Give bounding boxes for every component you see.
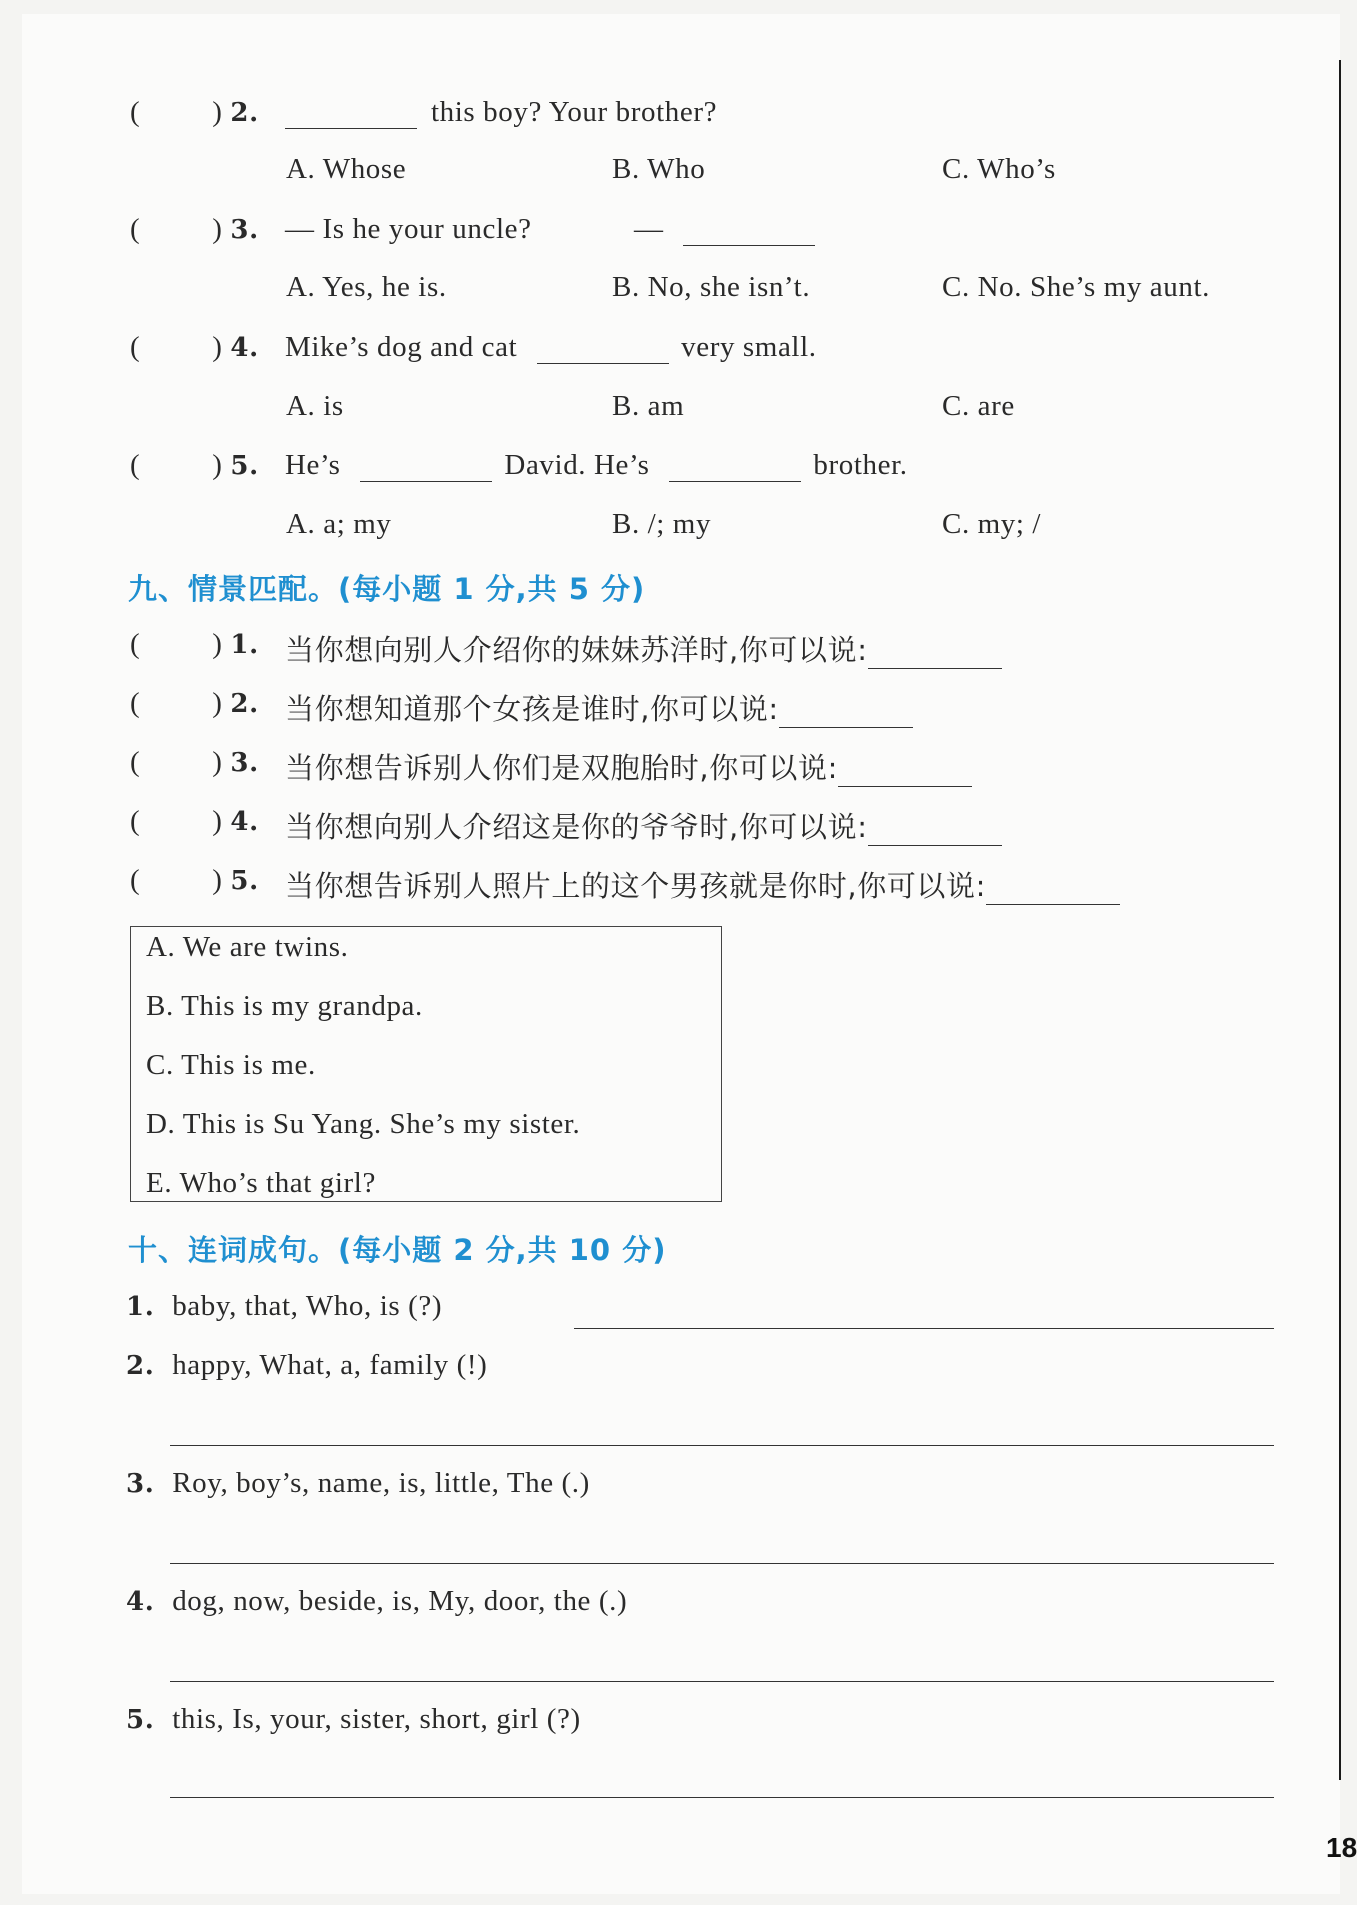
match-item: [130, 864, 259, 897]
item-number: 3.: [230, 748, 259, 778]
word-list: Roy, boy’s, name, is, little, The (.): [172, 1467, 590, 1499]
item-prompt: 当你想向别人介绍你的妹妹苏洋时,你可以说:: [285, 633, 868, 667]
match-item: [130, 805, 259, 838]
answer-blank[interactable]: [683, 244, 815, 246]
answer-blank[interactable]: [537, 362, 669, 364]
answer-blank[interactable]: [838, 785, 972, 787]
match-item-text: [285, 864, 1120, 905]
item-number: 1.: [230, 630, 259, 660]
match-option-e: E. Who’s that girl?: [146, 1167, 376, 1199]
answer-paren-right: ): [212, 331, 223, 363]
answer-paren-right: ): [212, 805, 223, 837]
question-number: 4.: [230, 333, 259, 363]
match-item-text: [285, 805, 1002, 846]
sentence-item: [126, 1703, 581, 1736]
answer-paren-left: (: [130, 213, 141, 245]
question-text: He’s: [285, 449, 341, 481]
match-option-c: C. This is me.: [146, 1049, 316, 1081]
answer-blank[interactable]: [986, 903, 1120, 905]
item-number: 4.: [126, 1587, 155, 1617]
item-number: 5.: [230, 866, 259, 896]
option-b: B. am: [612, 390, 685, 422]
item-number: 4.: [230, 807, 259, 837]
option-c: C. are: [942, 390, 1015, 422]
question-row: [130, 449, 259, 482]
item-prompt: 当你想告诉别人你们是双胞胎时,你可以说:: [285, 751, 838, 785]
option-b: B. No, she isn’t.: [612, 271, 811, 303]
section-10-heading: 十、连词成句。(每小题 2 分,共 10 分): [128, 1233, 667, 1267]
dash-mark: —: [634, 213, 664, 245]
answer-blank[interactable]: [868, 844, 1002, 846]
question-text-end: very small.: [681, 331, 817, 363]
answer-paren-right: ): [212, 687, 223, 719]
match-option-a: A. We are twins.: [146, 931, 349, 963]
match-item: [130, 746, 259, 779]
answer-blank[interactable]: [669, 480, 801, 482]
answer-blank[interactable]: [360, 480, 492, 482]
answer-paren-left: (: [130, 687, 141, 719]
answer-paren-left: (: [130, 331, 141, 363]
answer-line[interactable]: [170, 1681, 1274, 1682]
answer-blank[interactable]: [285, 127, 417, 129]
match-item: [130, 687, 259, 720]
question-number: 5.: [230, 451, 259, 481]
sentence-item: [126, 1467, 590, 1500]
answer-paren-right: ): [212, 864, 223, 896]
question-stem: [285, 213, 532, 246]
item-prompt: 当你想告诉别人照片上的这个男孩就是你时,你可以说:: [285, 869, 986, 903]
answer-line[interactable]: [170, 1797, 1274, 1798]
answer-paren-left: (: [130, 864, 141, 896]
option-c: C. No. She’s my aunt.: [942, 271, 1210, 303]
answer-paren-left: (: [130, 96, 141, 128]
match-item: [130, 628, 259, 661]
item-prompt: 当你想知道那个女孩是谁时,你可以说:: [285, 692, 779, 726]
question-stem: [285, 96, 717, 129]
match-item-text: [285, 687, 913, 728]
sentence-item: [126, 1290, 442, 1323]
word-list: baby, that, Who, is (?): [172, 1290, 443, 1322]
page-number: 18: [1326, 1832, 1357, 1863]
sentence-item: [126, 1585, 627, 1618]
item-number: 3.: [126, 1469, 155, 1499]
answer-blank[interactable]: [868, 667, 1002, 669]
answer-line[interactable]: [170, 1445, 1274, 1446]
answer-blank[interactable]: [779, 726, 913, 728]
item-prompt: 当你想向别人介绍这是你的爷爷时,你可以说:: [285, 810, 868, 844]
option-a: A. Whose: [286, 153, 407, 185]
item-number: 2.: [230, 689, 259, 719]
word-list: happy, What, a, family (!): [172, 1349, 488, 1381]
answer-dash: [634, 213, 815, 246]
answer-paren-right: ): [212, 213, 223, 245]
option-a: A. is: [286, 390, 344, 422]
option-a: A. a; my: [286, 508, 392, 540]
question-text-mid: David. He’s: [504, 449, 650, 481]
item-number: 2.: [126, 1351, 155, 1381]
option-c: C. my; /: [942, 508, 1042, 540]
match-item-text: [285, 628, 1002, 669]
option-c: C. Who’s: [942, 153, 1056, 185]
option-a: A. Yes, he is.: [286, 271, 447, 303]
answer-paren-left: (: [130, 628, 141, 660]
answer-paren-right: ): [212, 746, 223, 778]
question-text-end: brother.: [813, 449, 908, 481]
match-option-d: D. This is Su Yang. She’s my sister.: [146, 1108, 581, 1140]
answer-paren-left: (: [130, 449, 141, 481]
question-stem: [285, 449, 908, 482]
answer-paren-right: ): [212, 96, 223, 128]
answer-paren-left: (: [130, 805, 141, 837]
question-row: [130, 331, 259, 364]
answer-paren-right: ): [212, 449, 223, 481]
item-number: 5.: [126, 1705, 155, 1735]
answer-line[interactable]: [574, 1328, 1274, 1329]
question-text: — Is he your uncle?: [285, 213, 532, 245]
word-list: dog, now, beside, is, My, door, the (.): [172, 1585, 628, 1617]
question-stem: [285, 331, 817, 364]
option-b: B. /; my: [612, 508, 712, 540]
question-number: 3.: [230, 215, 259, 245]
answer-paren-right: ): [212, 628, 223, 660]
item-number: 1.: [126, 1292, 155, 1322]
answer-line[interactable]: [170, 1563, 1274, 1564]
section-9-heading: 九、情景匹配。(每小题 1 分,共 5 分): [128, 572, 646, 606]
answer-paren-left: (: [130, 746, 141, 778]
question-text: this boy? Your brother?: [431, 96, 718, 128]
match-item-text: [285, 746, 972, 787]
match-option-b: B. This is my grandpa.: [146, 990, 423, 1022]
page-edge-divider: [1339, 60, 1341, 1780]
question-row: [130, 96, 259, 129]
question-text: Mike’s dog and cat: [285, 331, 518, 363]
question-row: [130, 213, 259, 246]
sentence-item: [126, 1349, 487, 1382]
word-list: this, Is, your, sister, short, girl (?): [172, 1703, 581, 1735]
question-number: 2.: [230, 98, 259, 128]
option-b: B. Who: [612, 153, 706, 185]
